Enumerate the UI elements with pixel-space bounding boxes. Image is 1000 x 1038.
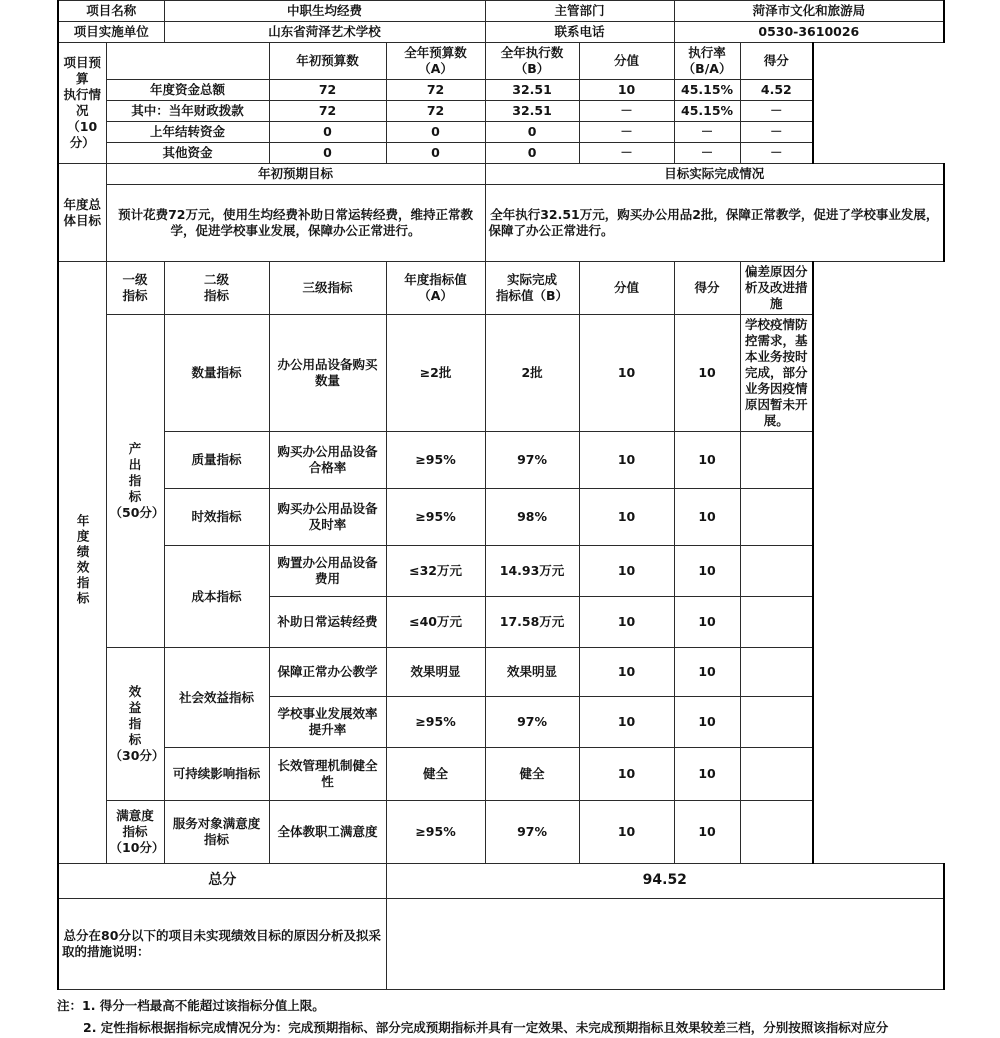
indicators-col-level2 xyxy=(164,262,269,315)
indicators-col-actual xyxy=(485,262,579,315)
indicator-target: ≥95% xyxy=(386,801,485,864)
budget-col-rate-l1: 执行率 xyxy=(688,45,726,60)
indicators-col-points: 分值 xyxy=(579,262,674,315)
indicator-deviation xyxy=(740,546,813,597)
budget-row-name: 上年结转资金 xyxy=(106,122,269,143)
budget-cell-begin: 0 xyxy=(269,143,386,164)
phone-value: 0530-3610026 xyxy=(674,22,944,43)
indicator-deviation xyxy=(740,648,813,697)
indicator-actual: 97% xyxy=(485,801,579,864)
budget-cell-exec-b: 0 xyxy=(485,143,579,164)
unit-value: 山东省菏泽艺术学校 xyxy=(164,22,485,43)
indicator-points: 10 xyxy=(579,648,674,697)
budget-cell-points: － xyxy=(579,122,674,143)
table-row-implementing-unit xyxy=(58,22,944,43)
overall-goal-content-row xyxy=(58,185,944,262)
budget-cell-begin: 72 xyxy=(269,101,386,122)
total-score-row xyxy=(58,864,944,899)
budget-col-score: 得分 xyxy=(740,43,813,80)
indicator-score: 10 xyxy=(674,697,740,748)
indicator-points: 10 xyxy=(579,697,674,748)
indicator-deviation xyxy=(740,801,813,864)
indicators-col-level1 xyxy=(106,262,164,315)
indicator-level3: 学校事业发展效率提升率 xyxy=(269,697,386,748)
indicators-col-target-l1: 年度指标值 xyxy=(404,272,467,287)
indicators-col-actual-l1: 实际完成 xyxy=(507,272,558,287)
indicators-col-level1-l1: 一级 xyxy=(122,272,148,287)
indicator-group-output xyxy=(106,315,164,648)
footnote-2: 2. 定性指标根据指标完成情况分为：完成预期指标、部分完成预期指标并具有一定效果、未完成预期指标且效果较差三档，分别按照该指标对应分 xyxy=(83,1019,889,1035)
indicator-deviation xyxy=(740,697,813,748)
indicator-level3: 保障正常办公教学 xyxy=(269,648,386,697)
indicator-actual: 98% xyxy=(485,489,579,546)
indicator-target: ≥95% xyxy=(386,489,485,546)
indicator-actual: 17.58万元 xyxy=(485,597,579,648)
indicator-target: ≤32万元 xyxy=(386,546,485,597)
indicators-col-target-l2: （A） xyxy=(418,288,453,303)
indicator-row-quantity xyxy=(58,315,944,432)
indicator-actual: 14.93万元 xyxy=(485,546,579,597)
total-score-value: 94.52 xyxy=(386,864,944,899)
indicator-points: 10 xyxy=(579,801,674,864)
indicator-points: 10 xyxy=(579,748,674,801)
indicator-score: 10 xyxy=(674,597,740,648)
indicator-deviation xyxy=(740,748,813,801)
indicator-target: ≥95% xyxy=(386,697,485,748)
indicator-level3: 补助日常运转经费 xyxy=(269,597,386,648)
budget-row-name: 其他资金 xyxy=(106,143,269,164)
budget-col-annual-a xyxy=(386,43,485,80)
indicator-level3: 办公用品设备购买数量 xyxy=(269,315,386,432)
budget-section-label-l3: （10分） xyxy=(67,119,98,150)
budget-col-annual-a-l2: （A） xyxy=(418,61,453,76)
budget-col-exec-b-l2: （B） xyxy=(514,61,550,76)
indicators-header-row xyxy=(58,262,944,315)
indicators-col-deviation: 偏差原因分析及改进措施 xyxy=(740,262,813,315)
overall-goal-actual-header: 目标实际完成情况 xyxy=(485,164,944,185)
budget-cell-points: 10 xyxy=(579,80,674,101)
overall-goal-expected-text: 预计花费72万元，使用生均经费补助日常运转经费，维持正常教学，促进学校事业发展，保障办公正常进行。 xyxy=(106,185,485,262)
indicator-row-quality xyxy=(58,432,944,489)
budget-col-begin: 年初预算数 xyxy=(269,43,386,80)
budget-col-rate-l2: （B/A） xyxy=(682,61,732,76)
budget-section-label-l2: 执行情况 xyxy=(63,87,101,118)
phone-label: 联系电话 xyxy=(485,22,674,43)
explanation-row xyxy=(58,899,944,990)
budget-row-name: 其中：当年财政拨款 xyxy=(106,101,269,122)
indicator-level2: 社会效益指标 xyxy=(164,648,269,748)
indicators-col-level1-l2: 指标 xyxy=(122,288,148,303)
budget-section-label xyxy=(58,43,106,164)
budget-col-exec-b-l1: 全年执行数 xyxy=(500,45,564,60)
budget-header-row xyxy=(58,43,944,80)
budget-cell-annual-a: 72 xyxy=(386,80,485,101)
indicator-score: 10 xyxy=(674,648,740,697)
indicator-level2: 服务对象满意度指标 xyxy=(164,801,269,864)
indicator-level3: 全体教职工满意度 xyxy=(269,801,386,864)
indicator-level2: 时效指标 xyxy=(164,489,269,546)
budget-cell-points: － xyxy=(579,143,674,164)
budget-cell-score: － xyxy=(740,143,813,164)
budget-row-carryover xyxy=(58,122,944,143)
indicator-level3: 购买办公用品设备合格率 xyxy=(269,432,386,489)
indicator-group-benefit-points: （30分） xyxy=(109,748,165,763)
budget-cell-rate: － xyxy=(674,143,740,164)
budget-cell-annual-a: 0 xyxy=(386,122,485,143)
budget-cell-exec-b: 32.51 xyxy=(485,101,579,122)
indicators-col-level2-l1: 二级 xyxy=(204,272,230,287)
table-row-project-name xyxy=(58,1,944,22)
indicators-section-label-text: 年度绩效指标 xyxy=(75,514,91,607)
budget-cell-begin: 0 xyxy=(269,122,386,143)
indicator-level2: 数量指标 xyxy=(164,315,269,432)
indicator-group-benefit-c2: 益 xyxy=(128,700,142,715)
budget-col-exec-b xyxy=(485,43,579,80)
budget-cell-score: 4.52 xyxy=(740,80,813,101)
indicator-actual: 97% xyxy=(485,432,579,489)
indicator-target: ≥2批 xyxy=(386,315,485,432)
footnotes xyxy=(57,997,943,1038)
indicator-score: 10 xyxy=(674,315,740,432)
indicator-deviation xyxy=(740,432,813,489)
indicator-group-benefit xyxy=(106,648,164,801)
budget-row-other-funds xyxy=(58,143,944,164)
indicator-row-sustainable xyxy=(58,748,944,801)
indicator-group-satisfaction-l1: 满意度 xyxy=(116,808,154,823)
indicator-target: 效果明显 xyxy=(386,648,485,697)
indicator-target: ≥95% xyxy=(386,432,485,489)
budget-col-annual-a-l1: 全年预算数 xyxy=(404,45,467,60)
indicator-actual: 97% xyxy=(485,697,579,748)
indicator-score: 10 xyxy=(674,432,740,489)
indicators-col-target xyxy=(386,262,485,315)
indicators-col-level2-l2: 指标 xyxy=(204,288,230,303)
dept-value: 菏泽市文化和旅游局 xyxy=(674,1,944,22)
indicator-group-output-c4: 标 xyxy=(128,489,142,504)
overall-goal-header-row xyxy=(58,164,944,185)
indicator-points: 10 xyxy=(579,546,674,597)
indicator-group-output-c3: 指 xyxy=(128,473,142,488)
indicator-row-timeliness xyxy=(58,489,944,546)
indicator-group-satisfaction-points: （10分） xyxy=(109,840,165,855)
indicator-points: 10 xyxy=(579,597,674,648)
indicator-level3: 购买办公用品设备及时率 xyxy=(269,489,386,546)
indicator-points: 10 xyxy=(579,315,674,432)
indicator-group-benefit-c4: 标 xyxy=(128,732,142,747)
indicator-row-cost-1 xyxy=(58,546,944,597)
indicators-col-actual-l2: 指标值（B） xyxy=(496,288,569,303)
budget-row-total-funds xyxy=(58,80,944,101)
indicator-level2: 成本指标 xyxy=(164,546,269,648)
budget-blank-corner xyxy=(106,43,269,80)
indicators-col-level3: 三级指标 xyxy=(269,262,386,315)
indicator-deviation: 学校疫情防控需求，基本业务按时完成，部分业务因疫情原因暂未开展。 xyxy=(740,315,813,432)
budget-cell-points: － xyxy=(579,101,674,122)
budget-cell-exec-b: 0 xyxy=(485,122,579,143)
budget-col-points: 分值 xyxy=(579,43,674,80)
indicator-score: 10 xyxy=(674,489,740,546)
indicator-deviation xyxy=(740,597,813,648)
total-score-label: 总分 xyxy=(58,864,386,899)
explanation-label: 总分在80分以下的项目未实现绩效目标的原因分析及拟采取的措施说明： xyxy=(58,899,386,990)
indicators-section-label xyxy=(58,262,106,864)
budget-cell-exec-b: 32.51 xyxy=(485,80,579,101)
budget-cell-annual-a: 72 xyxy=(386,101,485,122)
indicator-group-benefit-c3: 指 xyxy=(128,716,142,731)
budget-cell-score: － xyxy=(740,122,813,143)
indicator-target: 健全 xyxy=(386,748,485,801)
overall-goal-actual-text: 全年执行32.51万元，购买办公用品2批，保障正常教学，促进了学校事业发展，保障了办公正常进行。 xyxy=(485,185,944,262)
indicator-level3: 长效管理机制健全性 xyxy=(269,748,386,801)
indicator-row-social-benefit-1 xyxy=(58,648,944,697)
overall-goal-expected-header: 年初预期目标 xyxy=(106,164,485,185)
indicator-points: 10 xyxy=(579,432,674,489)
footnote-1: 注：1. 得分一档最高不能超过该指标分值上限。 xyxy=(57,998,325,1013)
budget-row-name: 年度资金总额 xyxy=(106,80,269,101)
indicator-score: 10 xyxy=(674,801,740,864)
indicator-points: 10 xyxy=(579,489,674,546)
indicator-group-satisfaction-l2: 指标 xyxy=(122,824,148,839)
dept-label: 主管部门 xyxy=(485,1,674,22)
budget-cell-begin: 72 xyxy=(269,80,386,101)
project-name-value: 中职生均经费 xyxy=(164,1,485,22)
project-name-label: 项目名称 xyxy=(58,1,164,22)
budget-row-fiscal-appropriation xyxy=(58,101,944,122)
overall-goal-label: 年度总体目标 xyxy=(58,164,106,262)
indicator-row-satisfaction xyxy=(58,801,944,864)
indicator-actual: 效果明显 xyxy=(485,648,579,697)
indicator-group-satisfaction xyxy=(106,801,164,864)
indicator-group-output-c2: 出 xyxy=(128,457,142,472)
indicator-actual: 健全 xyxy=(485,748,579,801)
indicator-deviation xyxy=(740,489,813,546)
budget-cell-annual-a: 0 xyxy=(386,143,485,164)
budget-col-rate xyxy=(674,43,740,80)
budget-cell-rate: 45.15% xyxy=(674,101,740,122)
budget-cell-score: － xyxy=(740,101,813,122)
indicator-group-output-c1: 产 xyxy=(128,441,142,456)
budget-cell-rate: 45.15% xyxy=(674,80,740,101)
unit-label: 项目实施单位 xyxy=(58,22,164,43)
performance-evaluation-table xyxy=(57,0,945,990)
indicator-score: 10 xyxy=(674,546,740,597)
indicator-group-benefit-c1: 效 xyxy=(128,684,142,699)
indicator-level2: 质量指标 xyxy=(164,432,269,489)
explanation-value[interactable] xyxy=(386,899,944,990)
budget-section-label-l1: 项目预算 xyxy=(63,55,101,86)
indicators-col-score: 得分 xyxy=(674,262,740,315)
indicator-target: ≤40万元 xyxy=(386,597,485,648)
indicator-score: 10 xyxy=(674,748,740,801)
indicator-actual: 2批 xyxy=(485,315,579,432)
indicator-level3: 购置办公用品设备费用 xyxy=(269,546,386,597)
indicator-group-output-points: （50分） xyxy=(109,505,165,520)
budget-cell-rate: － xyxy=(674,122,740,143)
indicator-level2: 可持续影响指标 xyxy=(164,748,269,801)
